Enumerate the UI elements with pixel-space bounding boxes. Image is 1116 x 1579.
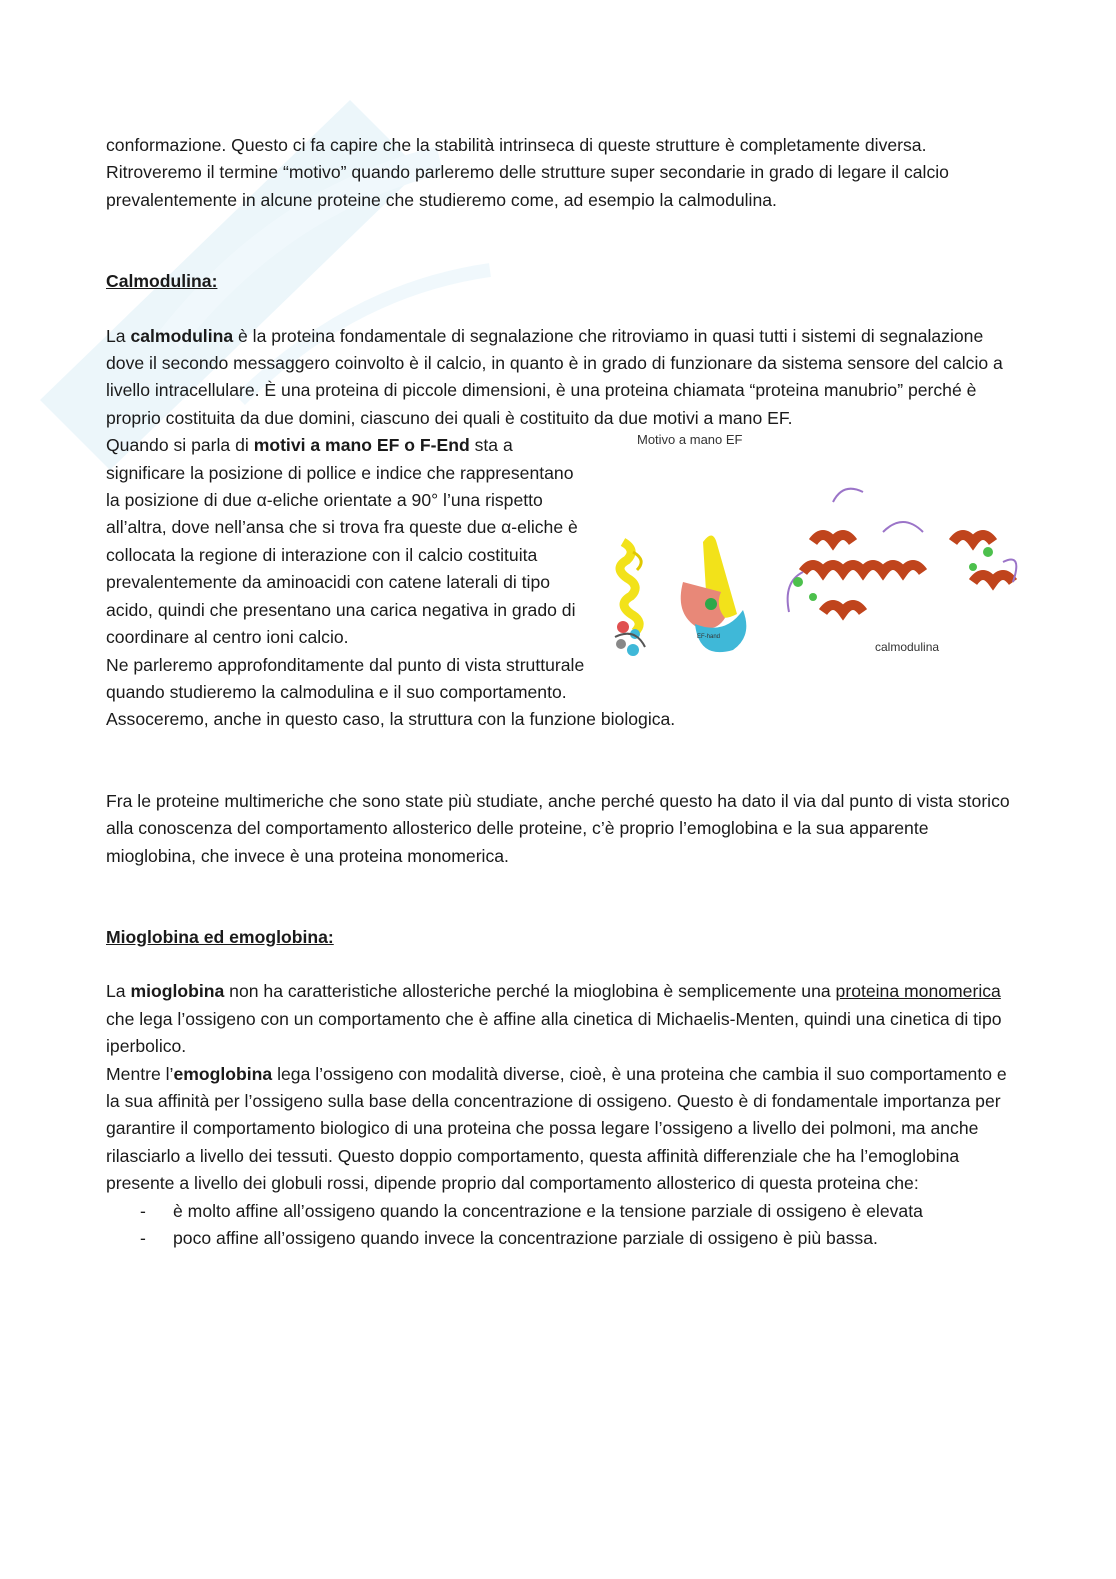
affinity-list	[106, 1198, 1011, 1253]
bold-calmodulina: calmodulina	[130, 325, 234, 346]
figure-title: Motivo a mano EF	[637, 432, 743, 448]
intro-paragraph-2: Ritroveremo il termine “motivo” quando parleremo delle strutture super secondarie in grado di legare il calcio prevalentemente in alcune proteine che studieremo come, ad esempio la calmodulina.	[106, 162, 949, 210]
bold-motivi: motivi a mano EF o F-End	[253, 435, 470, 456]
calmodulina-paragraph-3: Ne parleremo approfonditamente dal punto di vista strutturale quando studieremo la calmodulina e il suo comportamento. Assoceremo, anche in questo caso, la struttura con la funzione biologica.	[106, 654, 676, 730]
bold-emoglobina: emoglobina	[173, 1063, 273, 1084]
heading-calmodulina: Calmodulina:	[106, 271, 218, 292]
heading-mioglobina: Mioglobina ed emoglobina:	[106, 926, 334, 947]
bold-mioglobina: mioglobina	[130, 981, 225, 1002]
ef-hand-label: EF-hand	[697, 634, 721, 641]
ef-hand-figure	[603, 432, 1023, 694]
underline-monomerica: proteina monomerica	[835, 981, 1001, 1002]
protein-structure-illustration	[603, 432, 1023, 694]
calmodulina-paragraph-1: La calmodulina è la proteina fondamentale di segnalazione che ritroviamo in quasi tutti i sistemi di segnalazione dove il secondo messaggero coinvolto è il calcio, in quanto è in grado di funzionare da sistema sensore del calcio a livello intracellulare. È una proteina di piccole dimensioni, è una proteina chiamata “proteina manubrio” perché è proprio costituita da due domini, ciascuno dei quali è costituito da due motivi a mano EF.	[106, 325, 1003, 428]
transition-paragraph: Fra le proteine multimeriche che sono state più studiate, anche perché questo ha dato il via dal punto di vista storico alla conoscenza del comportamento allosterico delle proteine, c’è proprio l’emoglobina e la sua apparente mioglobina, che invece è una proteina monomerica.	[106, 790, 1010, 866]
mioglobina-paragraph-2: Mentre l’emoglobina lega l’ossigeno con modalità diverse, cioè, è una proteina che cambia il suo comportamento e la sua affinità per l’ossigeno sulla base della concentrazione di ossigeno. Questo è di fondamentale importanza per garantire il comportamento biologico di una proteina che possa legare l’ossigeno a livello dei polmoni, ma anche rilasciarlo a livello dei tessuti. Questo doppio comportamento, questa affinità differenziale che ha l’emoglobina presente a livello dei globuli rossi, dipende proprio dal comportamento allosterico di questa proteina che:	[106, 1063, 1007, 1194]
calmodulina-paragraph-2: Quando si parla di motivi a mano EF o F-End sta a significare la posizione di pollice e indice che rappresentano la posizione di due α-eliche orientate a 90° l’una rispetto all’altra, dove nell’ansa che si trova fra queste due α-eliche è collocata la regione di interazione con il calcio costituita prevalentemente da aminoacidi con catene laterali di tipo acido, quindi che presentano una carica negativa in grado di coordinare al centro ioni calcio.	[106, 435, 578, 648]
calmodulina-ribbon-icon	[803, 535, 1013, 612]
intro-paragraph-1: conformazione. Questo ci fa capire che la stabilità intrinseca di queste strutture è completamente diversa.	[106, 135, 927, 155]
loop-lines-icon	[788, 489, 1017, 612]
yellow-helix-icon	[620, 542, 641, 632]
document-page	[106, 132, 1011, 1252]
mioglobina-paragraph-1: La mioglobina non ha caratteristiche allosteriche perché la mioglobina è semplicemente una proteina monomerica che lega l’ossigeno con un comportamento che è affine alla cinetica di Michaelis-Menten, quindi una cinetica di tipo iperbolico.	[106, 981, 1002, 1057]
list-item: - è molto affine all’ossigeno quando la concentrazione e la tensione parziale di ossigeno è elevata	[106, 1198, 1011, 1225]
list-item: - poco affine all’ossigeno quando invece la concentrazione parziale di ossigeno è più bassa.	[106, 1225, 1011, 1252]
figure-caption: calmodulina	[875, 640, 940, 655]
